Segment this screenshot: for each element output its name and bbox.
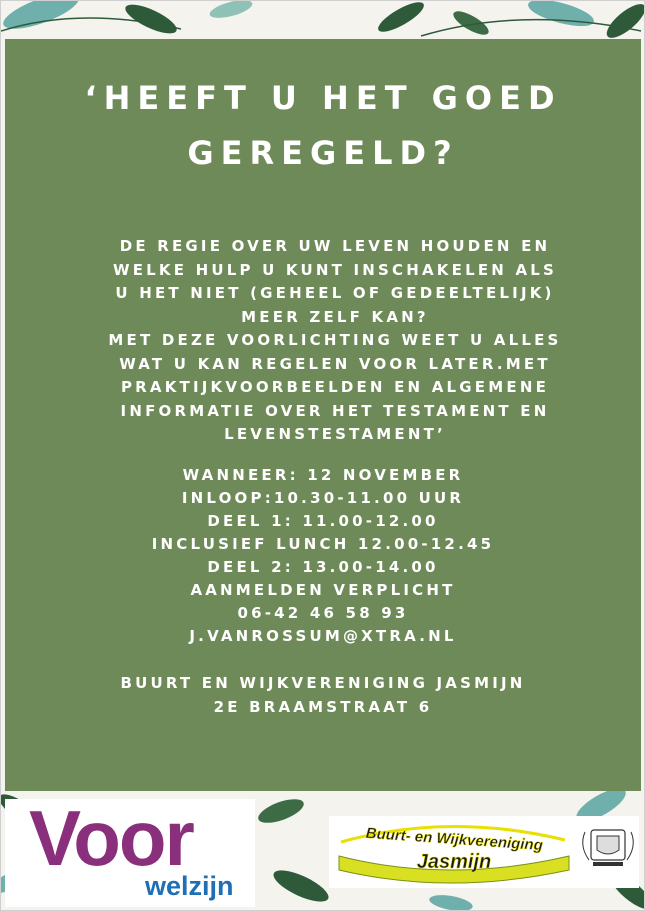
jasmijn-logo-line1: Buurt- en Wijkvereniging [365,824,544,855]
phone-number: 06-42 46 58 93 [237,604,409,622]
part-2-time: DEEL 2: 13.00-14.00 [207,558,439,576]
intro-line: WAT U KAN REGELEN VOOR LATER.MET [119,354,551,373]
intro-line: U HET NIET (GEHEEL OF GEDEELTELIJK) [115,284,555,302]
event-details [5,464,641,648]
intro-line: WELKE HULP U KUNT INSCHAKELEN ALS [112,260,558,279]
voor-welzijn-logo [5,794,255,907]
intro-line: MEER ZELF KAN? [241,307,429,326]
crest-icon [583,830,634,866]
street-address: 2E BRAAMSTRAAT 6 [213,698,433,716]
intro-line: PRAKTIJKVOORBEELDEN EN ALGEMENE [120,378,550,396]
event-date: WANNEER: 12 NOVEMBER [182,466,464,484]
jasmijn-logo-graphic [329,816,639,888]
registration-note: AANMELDEN VERPLICHT [190,581,456,599]
email-address: J.VANROSSUM@XTRA.NL [189,627,457,645]
flyer-title [5,71,641,181]
logo-word-voor: Voor [29,794,193,882]
organization-name: BUURT EN WIJKVERENIGING JASMIJN [120,674,526,692]
title-line: GEREGELD? [187,134,459,172]
intro-line: LEVENSTESTAMENT’ [224,425,446,443]
logo-word-welzijn: welzijn [145,871,234,901]
lunch-time: INCLUSIEF LUNCH 12.00-12.45 [151,535,495,553]
walk-in-time: INLOOP:10.30-11.00 UUR [181,489,465,507]
jasmijn-logo-line2: Jasmijn [416,851,492,873]
intro-paragraph [65,235,605,447]
content-panel [5,39,641,791]
organization-address [5,671,641,719]
title-line: ‘HEEFT U HET GOED [84,79,562,117]
part-1-time: DEEL 1: 11.00-12.00 [207,512,439,530]
intro-line: INFORMATIE OVER HET TESTAMENT EN [120,401,550,420]
leaf-decoration-top [1,1,644,41]
intro-line: DE REGIE OVER UW LEVEN HOUDEN EN [119,237,551,255]
intro-line: MET DEZE VOORLICHTING WEET U ALLES [108,331,562,349]
jasmijn-logo [329,816,639,888]
